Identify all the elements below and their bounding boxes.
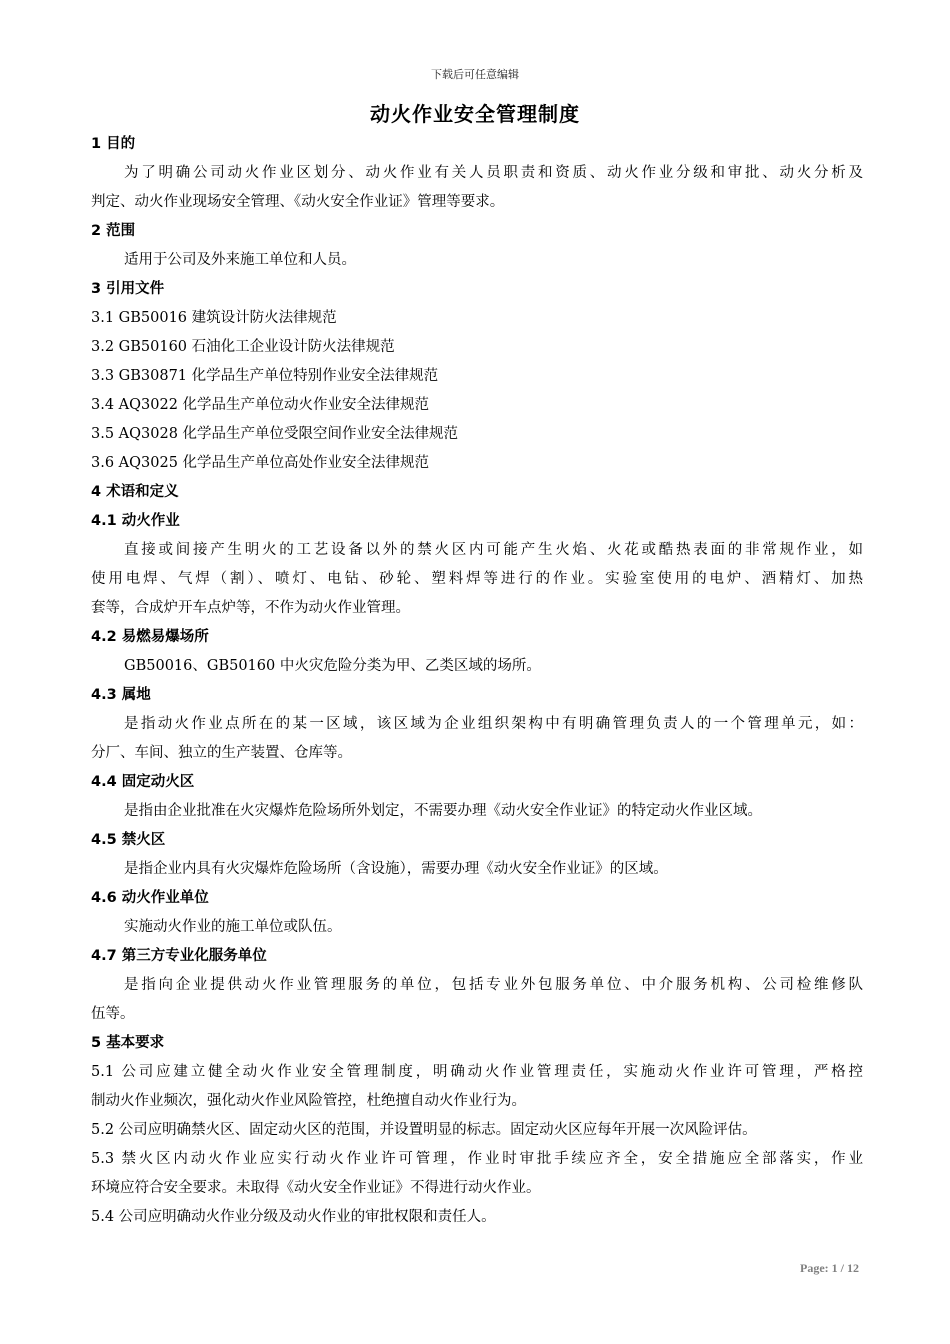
paragraph-line: 3.6 AQ3025 化学品生产单位高处作业安全法律规范 bbox=[91, 455, 430, 471]
section-heading: 2 范围 bbox=[91, 223, 136, 239]
paragraph-line: 是指向企业提供动火作业管理服务的单位，包括专业外包服务单位、中介服务机构、公司检维修队 bbox=[124, 977, 863, 993]
section-heading: 3 引用文件 bbox=[91, 281, 165, 297]
paragraph-line: 直接或间接产生明火的工艺设备以外的禁火区内可能产生火焰、火花或酷热表面的非常规作业，如 bbox=[124, 542, 863, 558]
paragraph-line: 使用电焊、气焊（割）、喷灯、电钻、砂轮、塑料焊等进行的作业。实验室使用的电炉、酒精灯、加热 bbox=[91, 571, 863, 587]
paragraph-line: 判定、动火作业现场安全管理、《动火安全作业证》管理等要求。 bbox=[91, 194, 505, 210]
paragraph-line: 分厂、车间、独立的生产装置、仓库等。 bbox=[91, 745, 352, 761]
section-heading: 4.4 固定动火区 bbox=[91, 774, 195, 790]
paragraph-line: 为了明确公司动火作业区划分、动火作业有关人员职责和资质、动火作业分级和审批、动火分析及 bbox=[124, 165, 863, 181]
section-heading: 4.6 动火作业单位 bbox=[91, 890, 209, 906]
section-heading: 4.3 属地 bbox=[91, 687, 151, 703]
document-title: 动火作业安全管理制度 bbox=[370, 102, 580, 126]
paragraph-line: 5.2 公司应明确禁火区、固定动火区的范围，并设置明显的标志。固定动火区应每年开展一次风险评估。 bbox=[91, 1122, 757, 1138]
paragraph-line: 3.4 AQ3022 化学品生产单位动火作业安全法律规范 bbox=[91, 397, 430, 413]
paragraph-line: 是指动火作业点所在的某一区域，该区域为企业组织架构中有明确管理负责人的一个管理单元，如： bbox=[124, 716, 863, 732]
paragraph-line: 套等，合成炉开车点炉等，不作为动火作业管理。 bbox=[91, 600, 410, 616]
section-heading: 1 目的 bbox=[91, 136, 136, 152]
section-heading: 5 基本要求 bbox=[91, 1035, 165, 1051]
paragraph-line: 是指企业内具有火灾爆炸危险场所（含设施），需要办理《动火安全作业证》的区域。 bbox=[124, 861, 668, 877]
paragraph-line: 3.5 AQ3028 化学品生产单位受限空间作业安全法律规范 bbox=[91, 426, 459, 442]
section-heading: 4 术语和定义 bbox=[91, 484, 179, 500]
section-heading: 4.5 禁火区 bbox=[91, 832, 166, 848]
paragraph-line: 3.2 GB50160 石油化工企业设计防火法律规范 bbox=[91, 339, 395, 355]
paragraph-line: 实施动火作业的施工单位或队伍。 bbox=[124, 919, 342, 935]
paragraph-line: 3.3 GB30871 化学品生产单位特别作业安全法律规范 bbox=[91, 368, 439, 384]
paragraph-line: 5.4 公司应明确动火作业分级及动火作业的审批权限和责任人。 bbox=[91, 1209, 496, 1225]
section-heading: 4.2 易燃易爆场所 bbox=[91, 629, 209, 645]
page-number: Page: 1 / 12 bbox=[800, 1261, 859, 1275]
paragraph-line: 3.1 GB50016 建筑设计防火法律规范 bbox=[91, 310, 337, 326]
document-body bbox=[91, 130, 863, 1232]
paragraph-line: 伍等。 bbox=[91, 1006, 135, 1022]
paragraph-line: 制动火作业频次，强化动火作业风险管控，杜绝擅自动火作业行为。 bbox=[91, 1093, 526, 1109]
section-heading: 4.7 第三方专业化服务单位 bbox=[91, 948, 267, 964]
paragraph-line: GB50016、GB50160 中火灾危险分类为甲、乙类区域的场所。 bbox=[124, 658, 541, 674]
paragraph-line: 5.3 禁火区内动火作业应实行动火作业许可管理，作业时审批手续应齐全，安全措施应全部落实，作业 bbox=[91, 1151, 863, 1167]
paragraph-line: 环境应符合安全要求。未取得《动火安全作业证》不得进行动火作业。 bbox=[91, 1180, 541, 1196]
paragraph-line: 是指由企业批准在火灾爆炸危险场所外划定，不需要办理《动火安全作业证》的特定动火作业区域。 bbox=[124, 803, 762, 819]
paragraph-line: 适用于公司及外来施工单位和人员。 bbox=[124, 252, 356, 268]
header-note: 下载后可任意编辑 bbox=[431, 68, 519, 81]
section-heading: 4.1 动火作业 bbox=[91, 513, 180, 529]
paragraph-line: 5.1 公司应建立健全动火作业安全管理制度，明确动火作业管理责任，实施动火作业许可管理，严格控 bbox=[91, 1064, 863, 1080]
